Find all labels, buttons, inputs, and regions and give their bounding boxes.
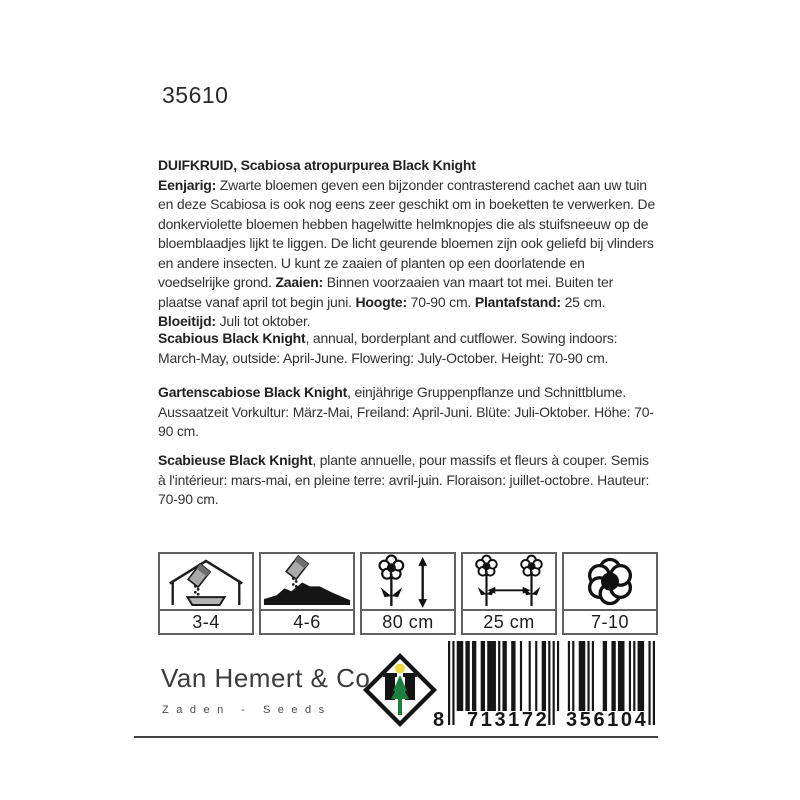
barcode-digit-group: 8 xyxy=(433,709,445,731)
pictogram-plant-height xyxy=(360,552,456,635)
pictogram-row xyxy=(158,552,658,635)
sow-indoors-months: 3-4 xyxy=(160,609,252,633)
flowering-months: 7-10 xyxy=(564,609,656,633)
barcode-digit-group: 356104 xyxy=(566,709,649,731)
description-nl: DUIFKRUID, Scabiosa atropurpurea Black Knight Eenjarig: Zwarte bloemen geven een bijzonder contrasterend cachet aan uw tuin en deze Scabiosa is ook nog eens zeer geschikt om in boeketten te verwerken. De donkerviolette bloemen hebben hagelwitte helmknopjes die als stuifsneeuw op de bloemblaadjes lijkt te liggen. De licht geurende bloemen zijn ook geliefd bij vlinders en andere insecten. U kunt ze zaaien of planten op een doorlatende en voedselrijke grond. Zaaien: Binnen voorzaaien van maart tot mei. Buiten ter plaatse vanaf april tot begin juni. Hoogte: 70-90 cm. Plantafstand: 25 cm. Bloeitijd: Juli tot oktober. xyxy=(158,156,658,332)
plant-height-icon xyxy=(362,554,454,609)
barcode-digit-group: 713172 xyxy=(467,709,550,731)
sow-outdoors-icon xyxy=(261,554,353,609)
product-title: DUIFKRUID, Scabiosa atropurpurea Black Knight xyxy=(158,157,476,173)
description-de: Gartenscabiose Black Knight, einjährige Gruppenpflanze und Schnittblume. Aussaatzeit Vorkultur: März-Mai, Freiland: April-Juni. Blüte: Juli-Oktober. Höhe: 70-90 cm. xyxy=(158,384,654,439)
brand-diamond-logo xyxy=(362,652,438,728)
bottom-rule xyxy=(134,736,658,738)
description-fr: Scabieuse Black Knight, plante annuelle, pour massifs et fleurs à couper. Semis à l'intérieur: mars-mai, en pleine terre: avril-juin. Floraison: juillet-octobre. Hauteur: 70-90 cm. xyxy=(158,452,650,507)
plant-height-value: 80 cm xyxy=(362,609,454,633)
brand-name: Van Hemert & Co xyxy=(161,663,371,693)
pictogram-sow-indoors xyxy=(158,552,254,635)
sow-indoors-icon xyxy=(160,554,252,609)
plant-distance-value: 25 cm xyxy=(463,609,555,633)
description-en: Scabious Black Knight, annual, borderplant and cutflower. Sowing indoors: March-May, outside: April-June. Flowering: July-October. Height: 70-90 cm. xyxy=(158,330,618,366)
pictogram-sow-outdoors xyxy=(259,552,355,635)
plant-distance-icon xyxy=(463,554,555,609)
pictogram-plant-distance xyxy=(461,552,557,635)
product-number: 35610 xyxy=(162,82,229,108)
pictogram-flowering xyxy=(562,552,658,635)
brand-underline xyxy=(160,698,357,701)
sow-outdoors-months: 4-6 xyxy=(261,609,353,633)
brand-tagline: Zaden - Seeds xyxy=(162,704,332,716)
flowering-icon xyxy=(564,554,656,609)
